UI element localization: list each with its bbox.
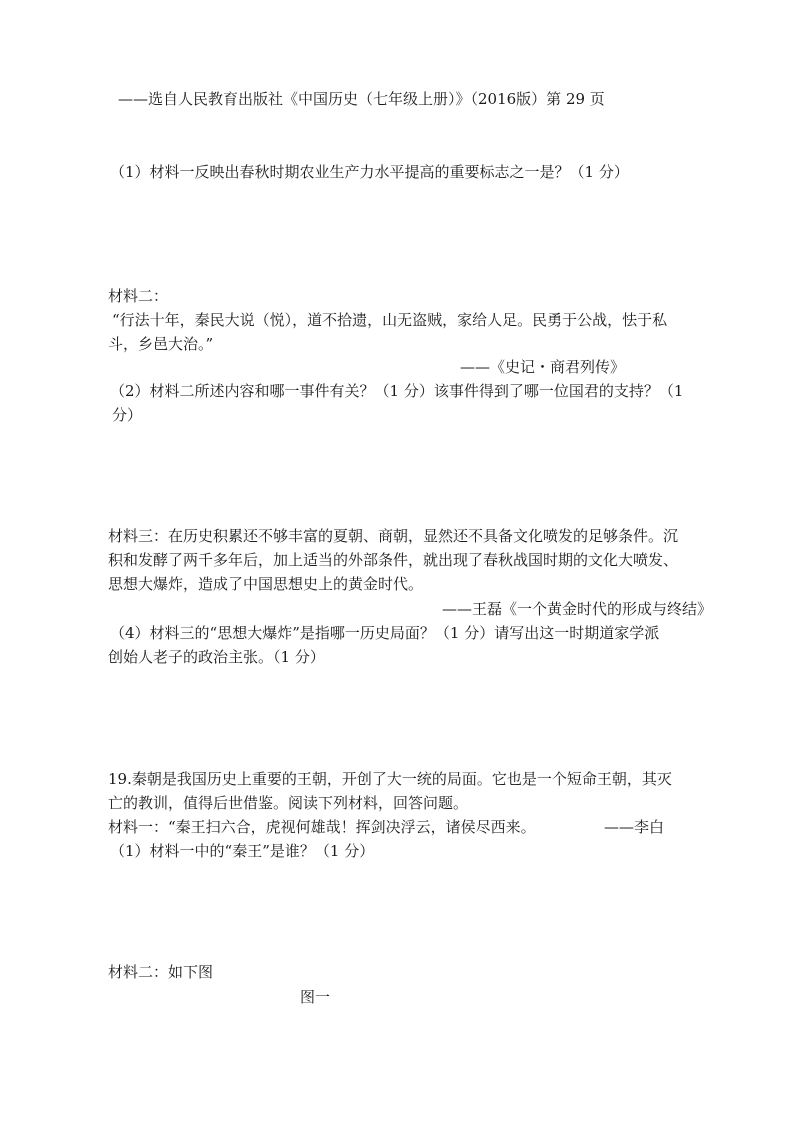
question-4-line-2: 创始人老子的政治主张。（1 分） [108,648,325,666]
source-citation: ——选自人民教育出版社《中国历史（七年级上册）》（2016版）第 29 页 [118,90,605,108]
material-3-line-2: 积和发酵了两千多年后，加上适当的外部条件，就出现了春秋战国时期的文化大喷发、 [108,551,679,569]
question-19-sub-1: （1）材料一中的“秦王”是谁？（1 分） [110,842,375,860]
question-1: （1）材料一反映出春秋时期农业生产力水平提高的重要标志之一是？（1 分） [110,163,629,181]
material-2-attribution: ——《史记・商君列传》 [460,358,626,376]
material-3-attribution: ——王磊《一个黄金时代的形成与终结》 [442,600,713,618]
material-2-label: 材料二： [108,287,169,305]
material-2-quote-line-1: “行法十年，秦民大说（悦），道不拾遗，山无盗贼，家给人足。民勇于公战，怯于私 [112,311,668,329]
material-3-line-3: 思想大爆炸，造成了中国思想史上的黄金时代。 [108,575,424,593]
question-2-line-2: 分） [112,406,143,424]
question-4-line-1: （4）材料三的“思想大爆炸”是指哪一历史局面？（1 分）请写出这一时期道家学派 [110,624,660,642]
material-2-quote-line-2: 斗，乡邑大治。” [108,335,214,353]
question-19-intro-line-2: 亡的教训，值得后世借鉴。阅读下列材料，回答问题。 [108,794,469,812]
question-19-material-1: 材料一：“秦王扫六合，虎视何雄哉！挥剑决浮云，诸侯尽西来。 [108,818,536,836]
figure-1-caption: 图一 [300,988,331,1006]
question-2-line-1: （2）材料二所述内容和哪一事件有关？（1 分）该事件得到了哪一位国君的支持？（1 [110,382,684,400]
question-19-material-1-author: ——李白 [604,818,665,836]
question-19-material-2-label: 材料二：如下图 [108,963,214,981]
question-19-intro-line-1: 19.秦朝是我国历史上重要的王朝，开创了大一统的局面。它也是一个短命王朝，其灭 [108,770,672,788]
material-3-line-1: 材料三：在历史积累还不够丰富的夏朝、商朝，显然还不具备文化喷发的足够条件。沉 [108,527,679,545]
